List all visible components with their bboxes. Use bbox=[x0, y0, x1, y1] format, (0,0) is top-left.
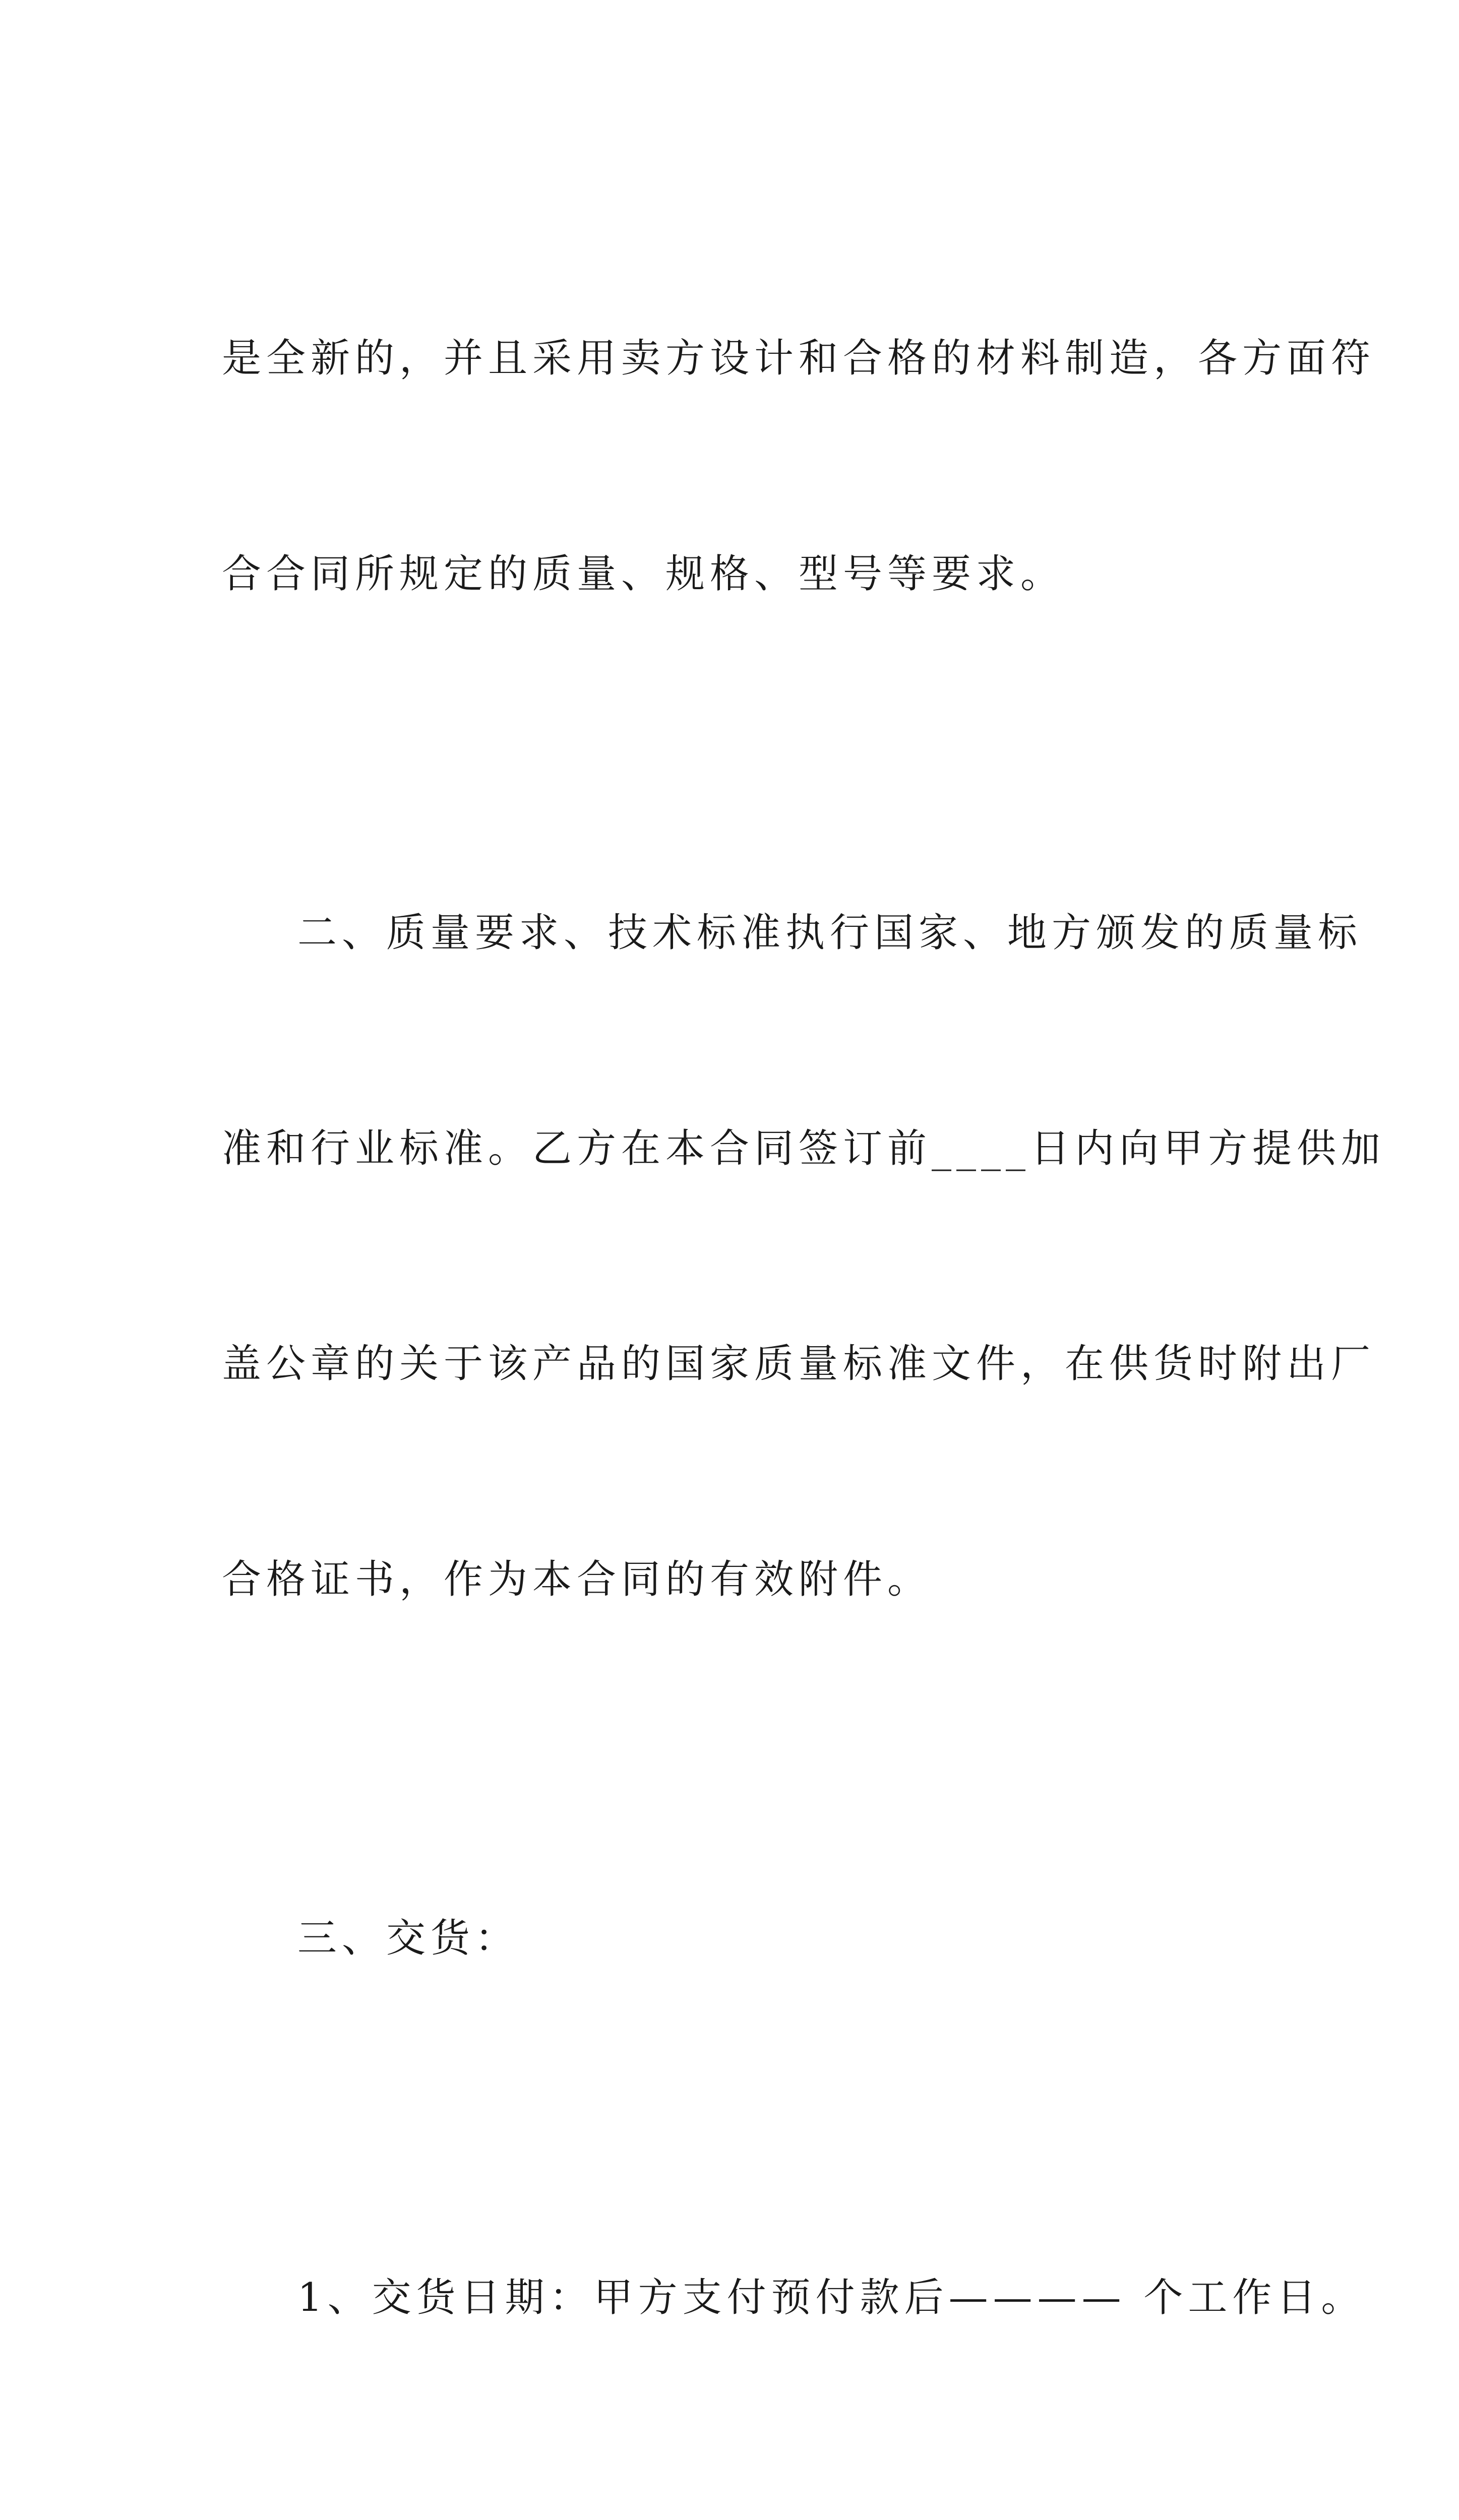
document-body bbox=[222, 179, 1386, 2520]
text-line: 二、质量要求、技术标准执行国家、地方颁发的质量标 bbox=[297, 910, 1363, 956]
text-line: 合合同所规定的质量、规格、型号等要求。 bbox=[222, 551, 1065, 597]
text-line: 盖公章的关于该产品的国家质量标准文件，在供货时附出厂 bbox=[222, 1341, 1376, 1387]
text-line: 1、交货日期：甲方支付预付款后———— 个工作日。 bbox=[297, 2275, 1366, 2320]
paragraph-continuation bbox=[222, 179, 1376, 753]
text-line: 三、交货： bbox=[297, 1916, 520, 1961]
text-line: 准和行业标准。乙方在本合同签订前____日内向甲方提供加 bbox=[222, 1125, 1386, 1171]
paragraph-delivery-date bbox=[222, 2118, 1366, 2478]
text-line: 合格证书，作为本合同的有效附件。 bbox=[222, 1556, 932, 1602]
paragraph-delivery-method bbox=[222, 2477, 1281, 2520]
paragraph-quality-standards bbox=[222, 753, 1386, 1759]
heading-delivery bbox=[222, 1759, 1281, 2118]
text-line: 是全新的，并且采用卖方设计和合格的材料制造，各方面符 bbox=[222, 336, 1376, 381]
